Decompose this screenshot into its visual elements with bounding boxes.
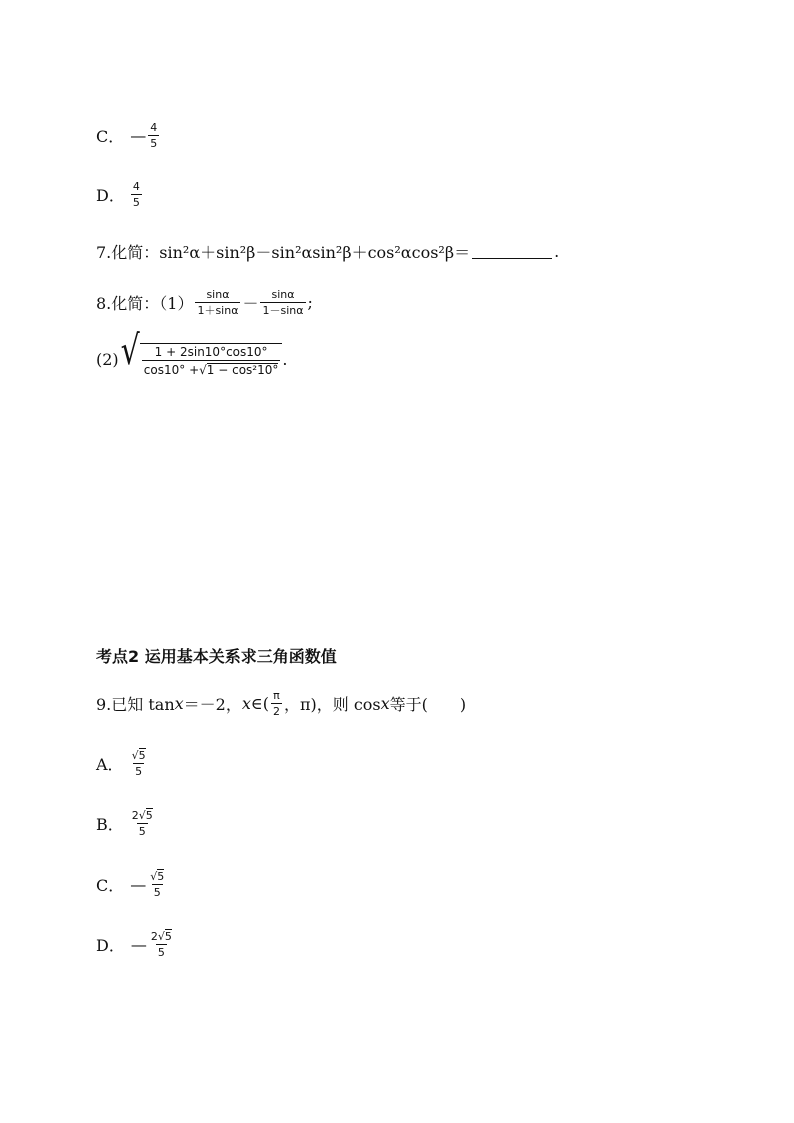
radicand: 5 xyxy=(164,930,172,943)
option-label: C． xyxy=(96,876,125,895)
numerator: 1 + 2sin10°cos10° xyxy=(154,345,268,359)
radicand: 5 xyxy=(138,749,146,762)
question-number: 8.化简：（1） xyxy=(96,294,194,313)
part-label: (2) xyxy=(96,350,119,369)
denominator: 5 xyxy=(132,196,140,209)
option-sign: — xyxy=(130,935,147,954)
option-label: A． xyxy=(96,755,124,774)
radicand: 5 xyxy=(157,870,165,883)
numerator: 2√5 xyxy=(150,930,172,943)
section-heading: 考点2 运用基本关系求三角函数值 xyxy=(96,647,337,666)
fraction-2 xyxy=(260,289,305,316)
denominator: 2 xyxy=(272,705,280,718)
q9-text-e: 等于( ) xyxy=(389,695,467,714)
numerator: π xyxy=(273,689,280,702)
question-number: 7.化简： xyxy=(96,243,160,262)
expression: sin²α＋sin²β－sin²αsin²β＋cos²αcos²β＝ xyxy=(159,243,471,262)
option-label: B． xyxy=(96,815,124,834)
option-sign: — xyxy=(130,875,147,894)
option-d-q6 xyxy=(96,181,144,208)
q9-text-c: ∈( xyxy=(250,694,269,713)
option-c-q9 xyxy=(96,871,168,898)
numerator: 2√5 xyxy=(131,809,153,822)
q9-text-a: 9.已知 tan xyxy=(96,695,175,714)
denominator: 1－sinα xyxy=(262,304,304,317)
fraction xyxy=(148,871,166,898)
numerator: 4 xyxy=(132,180,140,193)
numerator: √5 xyxy=(150,870,165,883)
fraction xyxy=(149,931,174,958)
question-8 xyxy=(96,289,313,316)
var-x: x xyxy=(241,694,251,713)
pi-over-2 xyxy=(271,690,282,717)
denominator: 1＋sinα xyxy=(197,304,239,317)
denominator-part-a: cos10° + xyxy=(143,362,200,377)
question-8-part-2 xyxy=(96,327,288,377)
numerator: 4 xyxy=(150,121,158,134)
end-punct: . xyxy=(282,350,288,369)
option-label: D． xyxy=(96,936,125,955)
fraction xyxy=(142,346,281,376)
square-root xyxy=(120,327,283,377)
denominator: 5 xyxy=(135,765,143,778)
denominator: 5 xyxy=(157,946,165,959)
fraction xyxy=(130,810,155,837)
option-b-q9 xyxy=(96,810,157,837)
option-c-q6 xyxy=(96,122,161,149)
denominator: 5 xyxy=(138,825,146,838)
fraction xyxy=(148,122,159,149)
suffix: . xyxy=(554,242,560,261)
answer-blank xyxy=(472,244,552,259)
option-label: D． xyxy=(96,186,125,205)
numerator: sinα xyxy=(271,288,295,301)
option-sign: — xyxy=(130,126,147,145)
question-9 xyxy=(96,690,466,717)
coefficient: 2 xyxy=(131,809,139,822)
denominator: 5 xyxy=(150,137,158,150)
q9-text-b: ＝－2， xyxy=(183,695,242,714)
fraction xyxy=(130,750,148,777)
question-7 xyxy=(96,240,559,263)
radical-sign: √ xyxy=(120,327,140,375)
numerator: √5 xyxy=(131,749,146,762)
numerator: sinα xyxy=(206,288,230,301)
option-a-q9 xyxy=(96,750,150,777)
option-label: C． xyxy=(96,127,125,146)
var-x: x xyxy=(380,694,390,713)
inner-sqrt: √ 1 − cos²10° xyxy=(199,362,279,377)
minus-sign: － xyxy=(242,294,259,313)
fraction xyxy=(131,181,142,208)
q9-text-d: ，π)，则 cos xyxy=(283,695,381,714)
denominator xyxy=(142,360,281,376)
denominator-part-b: 1 − cos²10° xyxy=(206,363,279,377)
option-d-q9 xyxy=(96,931,176,958)
var-x: x xyxy=(174,694,184,713)
end-punct: ; xyxy=(307,293,313,312)
radicand: 5 xyxy=(145,809,153,822)
denominator: 5 xyxy=(153,886,161,899)
fraction-1 xyxy=(195,289,240,316)
coefficient: 2 xyxy=(150,930,158,943)
